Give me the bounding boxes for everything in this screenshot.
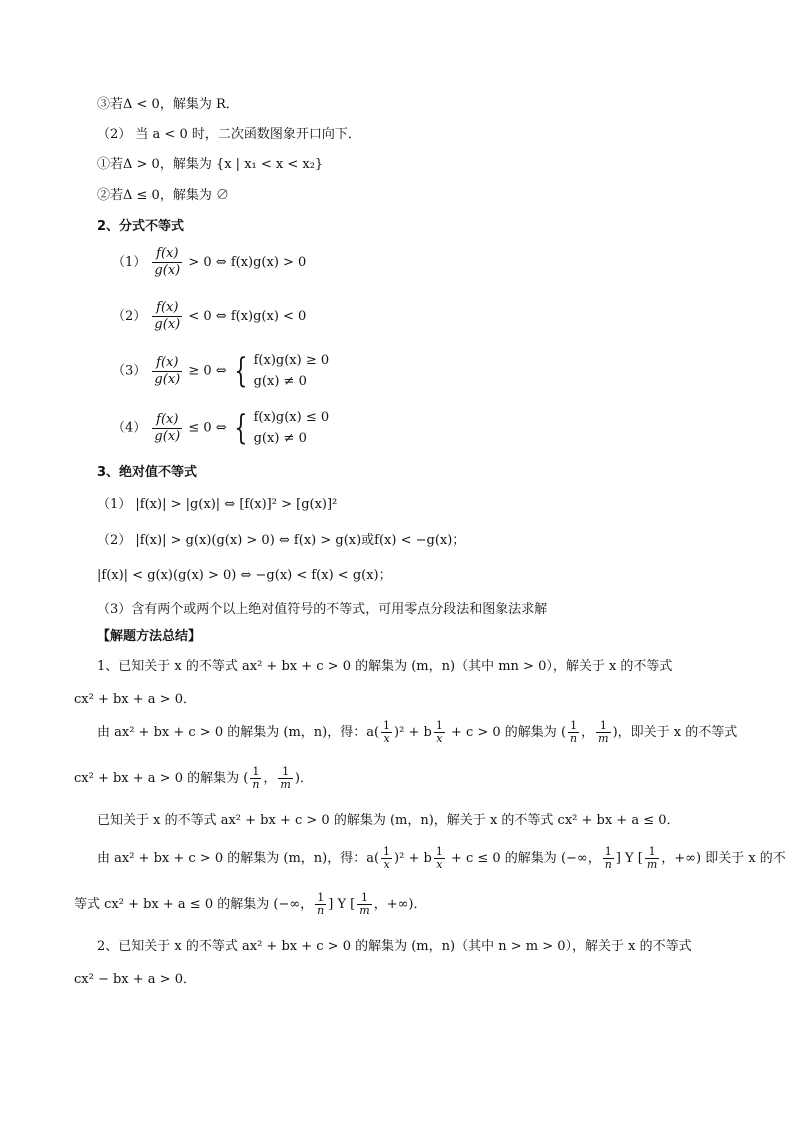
formula-line — [112, 407, 329, 449]
formula-line — [74, 766, 313, 791]
fraction-denominator: m — [646, 858, 658, 871]
fraction-numerator: 1 — [278, 766, 292, 779]
text-segment: ， — [581, 725, 595, 740]
fraction-numerator: 1 — [357, 892, 371, 905]
text-segment: )，即关于 x 的不等式 — [612, 725, 738, 740]
condition-1: f(x)g(x) ≥ 0 — [253, 353, 330, 368]
text-line: （1） |f(x)| > |g(x)| ⇔ [f(x)]² > [g(x)]² — [97, 497, 338, 512]
text-segment: ，+∞) 即关于 x 的不 — [661, 851, 786, 866]
fraction — [434, 846, 445, 871]
fraction-numerator: 1 — [435, 845, 443, 858]
fraction-denominator: n — [252, 778, 260, 791]
formula-label: （4） — [112, 420, 147, 436]
fraction-numerator: f(x) — [152, 300, 182, 317]
fraction — [645, 846, 659, 871]
text-segment: 等式 cx² + bx + a ≤ 0 的解集为 (−∞， — [74, 897, 314, 912]
fraction-denominator: x — [436, 858, 443, 871]
fraction-numerator: 1 — [383, 845, 391, 858]
text-segment: )． — [294, 771, 313, 786]
formula-label: （3） — [112, 363, 147, 379]
text-line: 2、已知关于 x 的不等式 ax² + bx + c > 0 的解集为 (m，n)（其中 n > m > 0），解关于 x 的不等式 — [97, 939, 692, 954]
text-segment: ， — [263, 771, 277, 786]
formula-line — [112, 350, 329, 392]
section-heading: 2、分式不等式 — [97, 219, 185, 234]
left-brace: { — [234, 408, 248, 448]
fraction-numerator: 1 — [645, 846, 659, 859]
formula-line — [112, 246, 306, 279]
formula-rhs: > 0 ⇔ f(x)g(x) > 0 — [188, 255, 307, 270]
condition-2: g(x) ≠ 0 — [253, 374, 307, 389]
fraction-denominator: g(x) — [154, 317, 181, 332]
fraction-numerator: 1 — [315, 892, 326, 905]
text-line: （3）含有两个或两个以上绝对值符号的不等式，可用零点分段法和图象法求解 — [97, 602, 548, 617]
fraction-denominator: m — [359, 904, 370, 917]
condition-2: g(x) ≠ 0 — [253, 431, 307, 446]
text-line: 已知关于 x 的不等式 ax² + bx + c > 0 的解集为 (m，n)，解关于 x 的不等式 cx² + bx + a ≤ 0． — [97, 813, 680, 828]
text-segment: ] Y [ — [328, 897, 356, 912]
fraction-denominator: x — [436, 732, 443, 745]
text-segment: 由 ax² + bx + c > 0 的解集为 (m，n)，得：a( — [97, 851, 380, 866]
formula-line — [97, 720, 737, 745]
fraction-denominator: x — [383, 732, 390, 745]
formula-label: （1） — [112, 255, 147, 270]
formula-line — [74, 892, 427, 917]
formula-rhs: ≤ 0 ⇔ — [188, 420, 227, 436]
fraction-numerator: 1 — [435, 719, 443, 732]
formula-rhs: < 0 ⇔ f(x)g(x) < 0 — [188, 309, 307, 324]
formula-rhs: ≥ 0 ⇔ — [188, 363, 227, 379]
fraction — [603, 846, 614, 871]
condition-system — [254, 407, 330, 449]
text-line: （2） |f(x)| > g(x)(g(x) > 0) ⇔ f(x) > g(x)或f(x) < −g(x)； — [97, 533, 466, 548]
fraction-numerator: 1 — [383, 719, 391, 732]
formula-label: （2） — [112, 309, 147, 324]
fraction-numerator: 1 — [250, 766, 261, 779]
fraction-numerator: 1 — [568, 720, 579, 733]
fraction — [250, 766, 261, 791]
fraction-numerator: 1 — [596, 720, 610, 733]
fraction-denominator: g(x) — [154, 428, 181, 444]
text-line: ③若Δ < 0，解集为 R． — [97, 97, 239, 112]
fraction — [596, 720, 610, 745]
text-line: ①若Δ > 0，解集为 {x | x₁ < x < x₂} — [97, 157, 324, 172]
fraction — [381, 846, 392, 871]
fraction-denominator: n — [570, 732, 578, 745]
fraction-denominator: x — [383, 858, 390, 871]
fraction — [315, 892, 326, 917]
fraction-numerator: f(x) — [152, 246, 182, 263]
text-segment: ] Y [ — [615, 851, 643, 866]
formula-line — [97, 846, 786, 871]
condition-system — [254, 350, 330, 392]
fraction-denominator: m — [280, 778, 291, 791]
fraction — [278, 766, 292, 791]
text-line: cx² + bx + a > 0． — [74, 692, 196, 707]
section-heading: 3、绝对值不等式 — [97, 465, 198, 480]
fraction — [434, 720, 445, 745]
formula-line — [112, 300, 306, 333]
fraction-numerator: f(x) — [152, 412, 182, 429]
text-segment: 由 ax² + bx + c > 0 的解集为 (m，n)，得：a( — [97, 725, 380, 740]
fraction-denominator: m — [598, 732, 609, 745]
fraction — [381, 720, 392, 745]
text-segment: )² + b — [394, 725, 432, 740]
fraction — [152, 412, 182, 445]
fraction — [152, 355, 182, 388]
fraction-denominator: n — [317, 904, 325, 917]
text-segment: cx² + bx + a > 0 的解集为 ( — [74, 771, 249, 786]
fraction — [568, 720, 579, 745]
left-brace: { — [234, 351, 248, 391]
fraction-numerator: 1 — [603, 846, 614, 859]
text-segment: + c ≤ 0 的解集为 (−∞， — [446, 851, 601, 866]
fraction — [152, 246, 182, 279]
text-segment: + c > 0 的解集为 ( — [446, 725, 567, 740]
summary-heading: 【解题方法总结】 — [97, 629, 202, 644]
text-line: |f(x)| < g(x)(g(x) > 0) ⇔ −g(x) < f(x) < g(x)； — [97, 568, 392, 583]
text-line: （2） 当 a < 0 时，二次函数图象开口向下． — [97, 127, 361, 142]
text-line: 1、已知关于 x 的不等式 ax² + bx + c > 0 的解集为 (m，n)（其中 mn > 0），解关于 x 的不等式 — [97, 659, 673, 674]
fraction-denominator: g(x) — [154, 263, 181, 278]
fraction-denominator: n — [604, 858, 612, 871]
text-segment: )² + b — [394, 851, 432, 866]
text-line: ②若Δ ≤ 0，解集为 ∅ — [97, 188, 229, 203]
fraction-numerator: f(x) — [152, 355, 182, 372]
fraction — [152, 300, 182, 333]
fraction-denominator: g(x) — [154, 371, 181, 387]
text-segment: ，+∞)． — [373, 897, 427, 912]
text-line: cx² − bx + a > 0． — [74, 972, 196, 987]
fraction — [357, 892, 371, 917]
condition-1: f(x)g(x) ≤ 0 — [253, 410, 330, 425]
